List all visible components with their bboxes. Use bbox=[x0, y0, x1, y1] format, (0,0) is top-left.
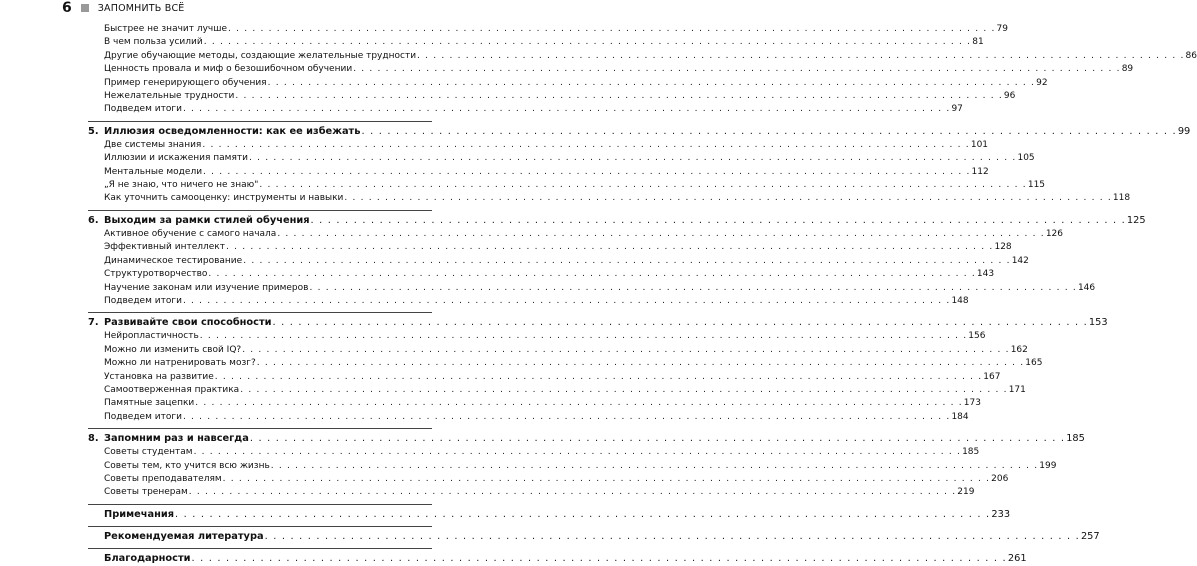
leader-dots bbox=[257, 357, 1025, 370]
leader-dots bbox=[223, 473, 991, 486]
toc-entry bbox=[88, 166, 989, 179]
chapter-divider bbox=[88, 526, 432, 527]
entry-page: 165 bbox=[1025, 358, 1043, 369]
leader-dots bbox=[268, 77, 1036, 90]
toc-entry bbox=[88, 103, 963, 116]
chapter-page: 125 bbox=[1126, 214, 1146, 226]
chapter-8 bbox=[88, 428, 1085, 500]
entry-page: 146 bbox=[1077, 282, 1096, 293]
page-header bbox=[62, 0, 185, 16]
chapter-7 bbox=[88, 312, 1108, 424]
leader-dots bbox=[265, 530, 1080, 544]
toc-entry bbox=[88, 192, 1131, 205]
chapter-divider bbox=[88, 121, 432, 122]
toc-entry bbox=[88, 179, 1046, 192]
toc-entry bbox=[88, 357, 1043, 370]
entry-page: 171 bbox=[1008, 384, 1026, 395]
chapter-number: 7. bbox=[88, 317, 99, 329]
entry-title: Самоотверженная практика bbox=[104, 384, 240, 395]
toc-entry bbox=[88, 23, 1008, 36]
entry-page: 162 bbox=[1010, 344, 1028, 355]
leader-dots bbox=[240, 384, 1008, 397]
back-matter-title: Благодарности bbox=[104, 552, 191, 564]
back-matter-heading bbox=[88, 552, 1027, 566]
toc-entry bbox=[88, 295, 969, 308]
chapter-heading bbox=[88, 432, 1085, 446]
back-matter-notes bbox=[88, 504, 1011, 522]
toc-entry bbox=[88, 139, 989, 152]
entry-page: 148 bbox=[951, 295, 969, 306]
entry-title: Советы тренерам bbox=[104, 487, 188, 498]
leader-dots bbox=[183, 411, 951, 424]
leader-dots bbox=[277, 228, 1045, 241]
chapter-divider bbox=[88, 504, 432, 505]
toc-entry bbox=[88, 344, 1028, 357]
entry-title: Иллюзии и искажения памяти bbox=[104, 153, 248, 164]
entry-title: Можно ли изменить свой IQ? bbox=[104, 344, 242, 355]
entry-page: 81 bbox=[972, 37, 984, 48]
leader-dots bbox=[203, 166, 971, 179]
entry-page: 112 bbox=[971, 166, 989, 177]
entry-title: Подведем итоги bbox=[104, 104, 182, 115]
leader-dots bbox=[273, 316, 1088, 330]
chapter-number: 8. bbox=[88, 433, 99, 445]
entry-title: Научение законам или изучение примеров bbox=[104, 282, 309, 293]
leader-dots bbox=[208, 268, 976, 281]
entry-page: 142 bbox=[1011, 255, 1029, 266]
entry-title: Установка на развитие bbox=[104, 371, 214, 382]
chapter-heading bbox=[88, 214, 1146, 228]
chapter-page: 185 bbox=[1066, 433, 1085, 445]
entry-title: Советы студентам bbox=[104, 447, 193, 458]
toc-entry bbox=[88, 446, 980, 459]
leader-dots bbox=[204, 36, 972, 49]
chapter-page: 99 bbox=[1177, 125, 1191, 137]
entry-title: Ценность провала и миф о безошибочном обучении bbox=[104, 64, 353, 75]
toc-entry bbox=[88, 330, 986, 343]
leader-dots bbox=[250, 432, 1065, 446]
entry-page: 206 bbox=[991, 473, 1009, 484]
leader-dots bbox=[175, 508, 990, 522]
chapter-divider bbox=[88, 210, 432, 211]
leader-dots bbox=[344, 192, 1112, 205]
leader-dots bbox=[235, 90, 1003, 103]
toc-entry bbox=[88, 241, 1012, 254]
chapter-heading bbox=[88, 125, 1191, 139]
leader-dots bbox=[189, 486, 957, 499]
back-matter-heading bbox=[88, 530, 1100, 544]
entry-page: 126 bbox=[1045, 228, 1063, 239]
toc-entry bbox=[88, 36, 984, 49]
entry-page: 97 bbox=[951, 104, 963, 115]
leader-dots bbox=[228, 23, 996, 36]
leader-dots bbox=[259, 179, 1027, 192]
chapter-6 bbox=[88, 210, 1146, 308]
chapter-page: 153 bbox=[1088, 317, 1108, 329]
entry-title: Две системы знания bbox=[104, 139, 202, 150]
leader-dots bbox=[183, 295, 951, 308]
leader-dots bbox=[183, 103, 951, 116]
entry-page: 167 bbox=[983, 371, 1001, 382]
leader-dots bbox=[249, 152, 1017, 165]
entry-title: Динамическое тестирование bbox=[104, 255, 243, 266]
entry-title: Советы преподавателям bbox=[104, 473, 222, 484]
chapter-divider bbox=[88, 548, 432, 549]
entry-page: 143 bbox=[976, 269, 995, 280]
leader-dots bbox=[194, 446, 962, 459]
toc-entry bbox=[88, 268, 995, 281]
chapter-divider bbox=[88, 428, 432, 429]
entry-page: 185 bbox=[962, 447, 980, 458]
leader-dots bbox=[243, 255, 1011, 268]
back-matter-thanks bbox=[88, 548, 1027, 566]
back-matter-reading bbox=[88, 526, 1100, 544]
header-square-icon bbox=[81, 4, 89, 12]
toc-entry bbox=[88, 486, 975, 499]
entry-title: Эффективный интеллект bbox=[104, 242, 225, 253]
entry-title: Нейропластичность bbox=[104, 331, 199, 342]
leader-dots bbox=[309, 282, 1077, 295]
toc-entry bbox=[88, 384, 1026, 397]
chapter-title: Выходим за рамки стилей обучения bbox=[104, 214, 310, 226]
entry-title: Советы тем, кто учится всю жизнь bbox=[104, 460, 270, 471]
toc-entry bbox=[88, 77, 1048, 90]
leader-dots bbox=[271, 460, 1039, 473]
entry-page: 184 bbox=[951, 411, 969, 422]
entry-page: 101 bbox=[970, 139, 989, 150]
chapter-heading bbox=[88, 316, 1108, 330]
chapter-number: 5. bbox=[88, 125, 99, 137]
leader-dots bbox=[361, 125, 1176, 139]
lead-entries bbox=[88, 23, 1197, 117]
leader-dots bbox=[192, 552, 1007, 566]
entry-page: 89 bbox=[1121, 64, 1134, 75]
entry-page: 118 bbox=[1112, 193, 1131, 204]
entry-title: В чем польза усилий bbox=[104, 37, 203, 48]
toc-entry bbox=[88, 371, 1001, 384]
entry-page: 173 bbox=[963, 398, 981, 409]
entry-page: 96 bbox=[1003, 91, 1016, 102]
leader-dots bbox=[215, 371, 983, 384]
toc-entry bbox=[88, 228, 1063, 241]
entry-title: „Я не знаю, что ничего не знаю" bbox=[104, 180, 259, 191]
toc-entry bbox=[88, 63, 1134, 76]
entry-title: Структуротворчество bbox=[104, 269, 208, 280]
toc-entry bbox=[88, 282, 1096, 295]
back-matter-page: 261 bbox=[1007, 552, 1027, 564]
leader-dots bbox=[226, 241, 994, 254]
entry-page: 128 bbox=[994, 242, 1012, 253]
entry-page: 79 bbox=[996, 24, 1008, 34]
chapter-title: Запомним раз и навсегда bbox=[104, 433, 249, 445]
back-matter-title: Рекомендуемая литература bbox=[104, 530, 264, 542]
entry-page: 219 bbox=[957, 487, 975, 498]
chapter-5 bbox=[88, 121, 1191, 206]
entry-title: Подведем итоги bbox=[104, 411, 182, 422]
toc-entry bbox=[88, 255, 1029, 268]
entry-title: Подведем итоги bbox=[104, 295, 182, 306]
page-number: 6 bbox=[62, 0, 72, 16]
table-of-contents bbox=[88, 23, 1197, 566]
back-matter-title: Примечания bbox=[104, 508, 174, 520]
back-matter-page: 233 bbox=[991, 508, 1011, 520]
entry-title: Можно ли натренировать мозг? bbox=[104, 358, 256, 369]
entry-title: Пример генерирующего обучения bbox=[104, 77, 267, 88]
leader-dots bbox=[311, 214, 1126, 228]
entry-title: Активное обучение с самого начала bbox=[104, 228, 277, 239]
leader-dots bbox=[195, 397, 963, 410]
entry-title: Другие обучающие методы, создающие желательные трудности bbox=[104, 50, 417, 61]
chapter-title: Иллюзия осведомленности: как ее избежать bbox=[104, 125, 361, 137]
toc-entry bbox=[88, 411, 969, 424]
leader-dots bbox=[202, 139, 970, 152]
entry-title: Ментальные модели bbox=[104, 166, 203, 177]
back-matter-heading bbox=[88, 508, 1011, 522]
entry-title: Нежелательные трудности bbox=[104, 91, 235, 102]
entry-title: Памятные зацепки bbox=[104, 398, 195, 409]
leader-dots bbox=[417, 50, 1185, 63]
chapter-title: Развивайте свои способности bbox=[104, 317, 272, 329]
chapter-number: 6. bbox=[88, 214, 99, 226]
toc-entry bbox=[88, 460, 1057, 473]
toc-entry bbox=[88, 50, 1197, 63]
leader-dots bbox=[200, 330, 968, 343]
entry-title: Быстрее не значит лучше bbox=[104, 24, 228, 34]
entry-page: 115 bbox=[1027, 180, 1046, 191]
back-matter-page: 257 bbox=[1080, 530, 1100, 542]
entry-page: 86 bbox=[1185, 50, 1197, 61]
leader-dots bbox=[242, 344, 1010, 357]
entry-page: 199 bbox=[1039, 460, 1057, 471]
toc-entry bbox=[88, 397, 981, 410]
chapter-divider bbox=[88, 312, 432, 313]
toc-entry bbox=[88, 90, 1016, 103]
toc-entry bbox=[88, 152, 1035, 165]
entry-page: 156 bbox=[968, 331, 986, 342]
entry-title: Как уточнить самооценку: инструменты и навыки bbox=[104, 193, 344, 204]
toc-entry bbox=[88, 473, 1009, 486]
running-title: ЗАПОМНИТЬ ВСЁ bbox=[97, 2, 185, 14]
entry-page: 92 bbox=[1036, 77, 1048, 88]
leader-dots bbox=[353, 63, 1121, 76]
entry-page: 105 bbox=[1017, 153, 1035, 164]
